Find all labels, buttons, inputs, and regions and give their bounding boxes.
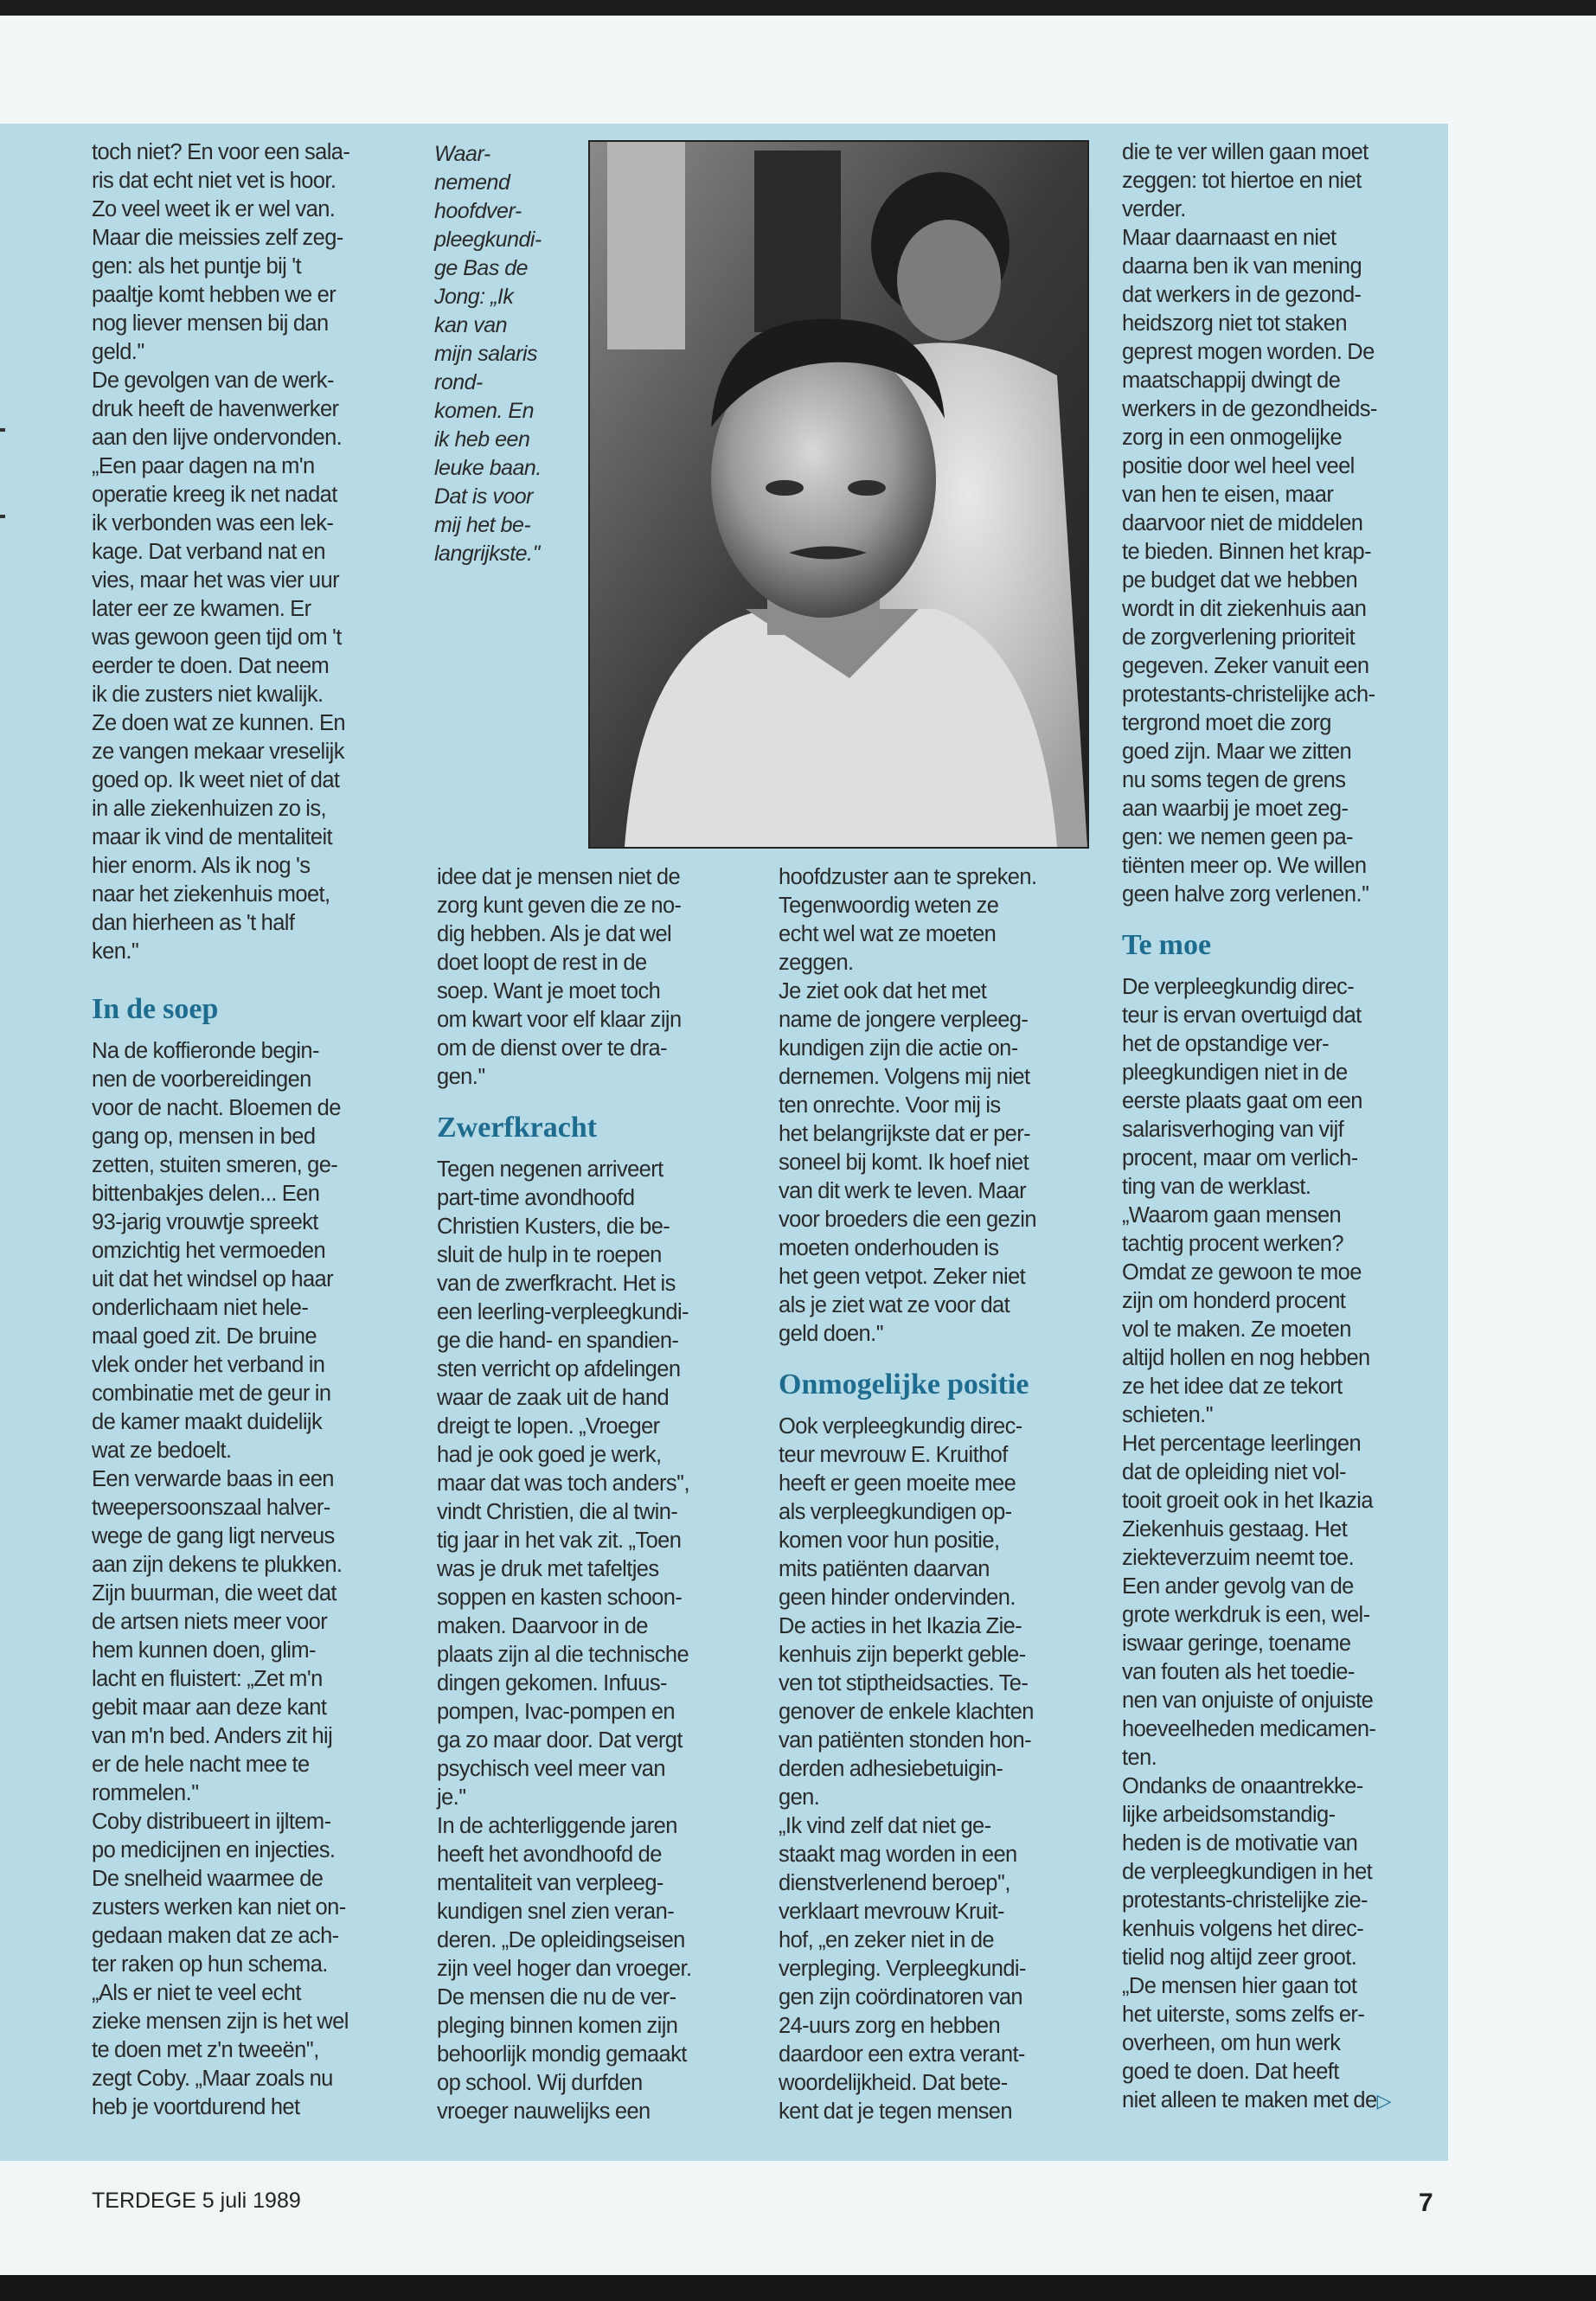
column-3 [779,863,1099,2126]
portrait-photo [588,140,1089,849]
col2-paragraph-1: idee dat je mensen niet de zorg kunt geven die ze no- dig hebben. Als je dat wel doet loopt de rest in de soep. Want je moet toch om kwart voor elf klaar zijn om de dienst over te dra- gen.'' [437,865,682,1089]
heading-te-moe: Te moe [1122,929,1212,961]
portrait-photo-image [590,142,1087,847]
col2-paragraph-2: Tegen negenen arriveert part-time avondhoofd Christien Kusters, die be- sluit de hulp in te roepen van de zwerfkracht. Het is een leerling-verpleegkundi- ge die hand- en spandien- sten verricht op afdelingen waar de zaak uit de hand dreigt te lopen. „Vroeger had je ook goed je werk, maar dat was toch anders'', vindt Christien, die al twin- tig jaar in het vak zit. „Toen was je druk met tafeltjes soppen en kasten schoon- maken. Daarvoor in de plaats zijn al die technische dingen gekomen. Infuus- pompen, Ivac-pompen en ga zo maar door. Dat vergt psychisch veel meer van je.'' In de achterliggende jaren heeft het avondhoofd de mentaliteit van verpleeg- kundigen snel zien veran- deren. „De opleidingseisen zijn veel hoger dan vroeger. De mensen die nu de ver- pleging binnen komen zijn behoorlijk mondig gemaakt op school. Wij durfden vroeger nauwelijks een [437,1157,692,2124]
page-number: 7 [1419,2189,1433,2217]
col3-paragraph-1: hoofdzuster aan te spreken. Tegenwoordig weten ze echt wel wat ze moeten zeggen. Je ziet ook dat het met name de jongere verpleeg- kundigen zijn die actie on- dernemen. Volgens mij niet ten onrechte. Voor mij is het belangrijkste dat er per- soneel bij komt. Ik hoef niet van dit werk te leven. Maar voor broeders die een gezin moeten onderhouden is het geen vetpot. Zeker niet als je ziet wat ze voor dat geld doen.'' [779,865,1037,1346]
margin-mark [0,515,5,518]
col3-paragraph-2: Ook verpleegkundig direc- teur mevrouw E. Kruithof heeft er geen moeite mee als verpleegkundigen op- komen voor hun positie, mits patiënten daarvan geen hinder ondervinden. De acties in het Ikazia Zie- kenhuis zijn beperkt geble- ven tot stiptheidsacties. Te- genover de enkele klachten van patiënten stonden hon- derden adhesiebetuigin- gen. „Ik vind zelf dat niet ge- staakt mag worden in een dienstverlenend beroep'', verklaart mevrouw Kruit- hof, „en zeker niet in de verpleging. Verpleegkundi- gen zijn coördinatoren van 24-uurs zorg en hebben daardoor een extra verant- woordelijkheid. Dat bete- kent dat je tegen mensen [779,1414,1034,2124]
margin-mark [0,428,5,432]
column-1 [92,138,412,2122]
col4-paragraph-1: die te ver willen gaan moet zeggen: tot hiertoe en niet verder. Maar daarnaast en niet daarna ben ik van mening dat werkers in de gezond- heidszorg niet tot staken geprest mogen worden. De maatschappij dwingt de werkers in de gezondheids- zorg in een onmogelijke positie door wel heel veel van hen te eisen, maar daarvoor niet de middelen te bieden. Binnen het krap- pe budget dat we hebben wordt in dit ziekenhuis aan de zorgverlening prioriteit gegeven. Zeker vanuit een protestants-christelijke ach- tergrond moet die zorg goed zijn. Maar we zitten nu soms tegen de grens aan waarbij je moet zeg- gen: we nemen geen pa- tiënten meer op. We willen geen halve zorg verlenen.'' [1122,140,1377,907]
heading-zwerfkracht: Zwerfkracht [437,1112,598,1144]
column-4 [1122,138,1446,2115]
footer-publication: TERDEGE 5 juli 1989 [92,2189,301,2213]
col4-paragraph-2: De verpleegkundig direc- teur is ervan overtuigd dat het de opstandige ver- pleegkundigen niet in de eerste plaats gaat om een salarisverhoging van vijf procent, maar om verlich- ting van de werklast. „Waarom gaan mensen tachtig procent werken? Omdat ze gewoon te moe zijn om honderd procent vol te maken. Ze moeten altijd hollen en nog hebben ze het idee dat ze tekort schieten.'' Het percentage leerlingen dat de opleiding niet vol- tooit groeit ook in het Ikazia Ziekenhuis gestaag. Het ziekteverzuim neemt toe. Een ander gevolg van de grote werkdruk is een, wel- iswaar geringe, toename van fouten als het toedie- nen van onjuiste of onjuiste hoeveelheden medicamen- ten. Ondanks de onaantrekke- lijke arbeidsomstandig- heden is de motivatie van de verpleegkundigen in het protestants-christelijke zie- kenhuis volgens het direc- tielid nog altijd zeer groot. „De mensen hier gaan tot het uiterste, soms zelfs er- overheen, om hun werk goed te doen. Dat heeft niet alleen te maken met de [1122,975,1377,2112]
heading-onmogelijke-positie: Onmogelijke positie [779,1368,1029,1400]
heading-in-de-soep: In de soep [92,993,219,1025]
col1-paragraph-2: Na de koffieronde begin- nen de voorbereidingen voor de nacht. Bloemen de gang op, mensen in bed zetten, stuiten smeren, ge- bittenbakjes delen... Een 93-jarig vrouwtje spreekt omzichtig het vermoeden uit dat het windsel op haar onderlichaam niet hele- maal goed zit. De bruine vlek onder het verband in combinatie met de geur in de kamer maakt duidelijk wat ze bedoelt. Een verwarde baas in een tweepersoonszaal halver- wege de gang ligt nerveus aan zijn dekens te plukken. Zijn buurman, die weet dat de artsen niets meer voor hem kunnen doen, glim- lacht en fluistert: „Zet m'n gebit maar aan deze kant van m'n bed. Anders zit hij er de hele nacht mee te rommelen.'' Coby distribueert in ijltem- po medicijnen en injecties. De snelheid waarmee de zusters werken kan niet on- gedaan maken dat ze ach- ter raken op hun schema. „Als er niet te veel echt zieke mensen zijn is het wel te doen met z'n tweeën'', zegt Coby. „Maar zoals nu heb je voortdurend het [92,1039,349,2119]
continue-arrow-icon: ▷ [1376,2090,1391,2112]
scan-edge-bottom [0,2275,1596,2301]
col1-paragraph-1: toch niet? En voor een sala- ris dat echt niet vet is hoor. Zo veel weet ik er wel van. Maar die meissies zelf zeg- gen: als het puntje bij 't paaltje komt hebben we er nog liever mensen bij dan geld.'' De gevolgen van de werk- druk heeft de havenwerker aan den lijve ondervonden. „Een paar dagen na m'n operatie kreeg ik net nadat ik verbonden was een lek- kage. Dat verband nat en vies, maar het was vier uur later eer ze kwamen. Er was gewoon geen tijd om 't eerder te doen. Dat neem ik die zusters niet kwalijk. Ze doen wat ze kunnen. En ze vangen mekaar vreselijk goed op. Ik weet niet of dat in alle ziekenhuizen zo is, maar ik vind de mentaliteit hier enorm. Als ik nog 's naar het ziekenhuis moet, dan hierheen as 't half ken.'' [92,140,350,964]
photo-caption: Waar- nemend hoofdver- pleegkundi- ge Bas de Jong: „Ik kan van mijn salaris rond- komen. En ik heb een leuke baan. Dat is voor mij het be- langrijkste.'' [434,142,542,566]
scan-edge-top [0,0,1596,16]
column-2 [437,863,757,2126]
